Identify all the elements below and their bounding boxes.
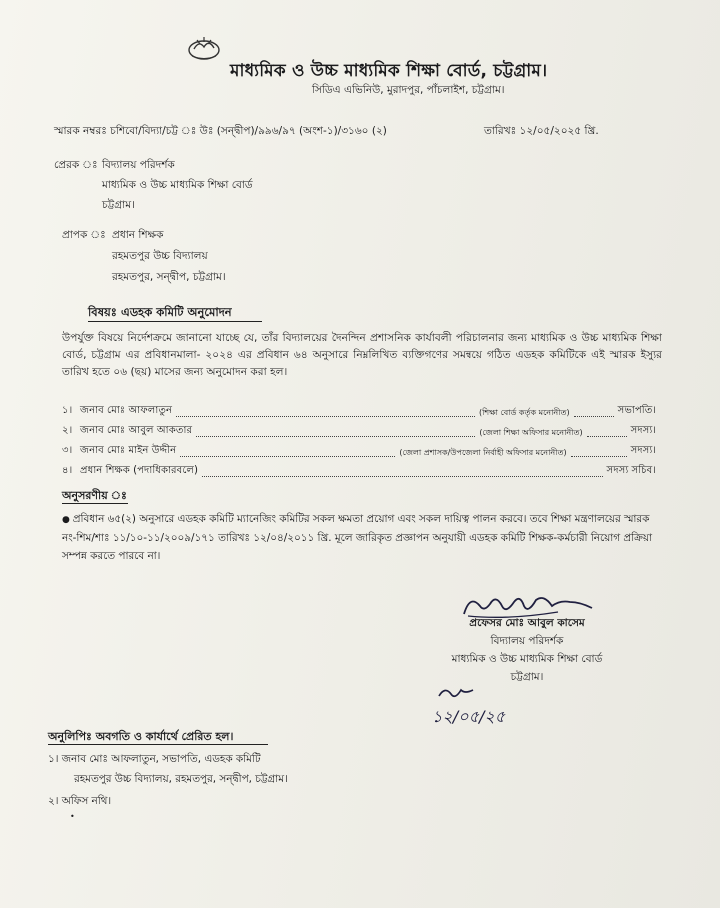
board-address: সিডিএ এভিনিউ, মুরাদপুর, পাঁচলাইশ, চট্টগ্রাম। [312,84,505,96]
initials-icon [436,684,476,702]
terms-heading: অনুসরণীয় ঃ [62,489,127,502]
bullet-icon: ● [62,515,73,525]
committee-nomination: (জেলা প্রশাসক/উপজেলা নির্বাহী অফিসার মনোনীত) [399,448,567,457]
ink-dot-icon: • [70,812,75,821]
board-title: মাধ্যমিক ও উচ্চ মাধ্যমিক শিক্ষা বোর্ড, চট্টগ্রাম। [230,61,548,81]
copies-underline [48,744,268,745]
letter-body: উপর্যুক্ত বিষয়ে নির্দেশক্রমে জানানো যাচ্ছে যে, তাঁর বিদ্যালয়ের দৈনন্দিন প্রশাসনিক কার্যাবলী পরিচালনার জন্য মাধ্যমিক ও উচ্চ মাধ্যমিক শিক্ষা বোর্ড, চট্টগ্রাম এর প্রবিধানমালা- ২০২৪ এর প্রবিধান ৬৪ অনুসারে নিম্নলিখিত ব্যক্তিগণের সমন্বয়ে গঠিত এডহক কমিটিকে এই স্মারক ইস্যুর তারিখ হতে ০৬ (ছয়) মাসের জন্য অনুমোদন করা হল। [62,332,662,378]
dotted-leader [180,456,395,457]
dotted-leader [571,456,627,457]
committee-role: সদস্য সচিব। [606,465,656,476]
signatory-office: মাধ্যমিক ও উচ্চ মাধ্যমিক শিক্ষা বোর্ড [451,653,603,665]
subject-line: বিষয়ঃ এডহক কমিটি অনুমোদন [88,305,232,319]
sender-line: মাধ্যমিক ও উচ্চ মাধ্যমিক শিক্ষা বোর্ড [102,179,253,191]
committee-member-name: জনাব মোঃ আফলাতুন [80,405,173,416]
memo-number: স্মারক নম্বরঃ চশিবো/বিদ্যা/চট্ট ঃ উঃ (সন্দ্বীপ)/৯৯৬/৯৭ (অংশ-১)/৩১৬০ (২) [54,125,387,137]
committee-member-name: প্রধান শিক্ষক (পদাধিকারবলে) [80,465,198,476]
recipient-label: প্রাপক ঃ [62,229,106,241]
terms-body: প্রবিধান ৬৫(২) অনুসারে এডহক কমিটি ম্যানেজিং কমিটির সকল ক্ষমতা প্রয়োগ এবং সকল দায়িত্ব পালন করবে। তবে শিক্ষা মন্ত্রণালয়ের স্মারক নং-শিম/শাঃ ১১/১০-১১/২০০৯/১৭১ তারিখঃ ১২/০৪/২০১১ খ্রি. মূলে জারিকৃত প্রজ্ঞাপন অনুযায়ী এডহক কমিটি শিক্ষক-কর্মচারী নিয়োগ প্রক্রিয়া সম্পন্ন করতে পারবে না। [62,513,652,562]
recipient-line: রহমতপুর উচ্চ বিদ্যালয় [112,250,208,262]
committee-row [62,464,656,480]
sender-line: বিদ্যালয় পরিদর্শক [102,159,175,171]
committee-role: সভাপতি। [617,405,656,416]
copy-item-detail: রহমতপুর উচ্চ বিদ্যালয়, রহমতপুর, সন্দ্বীপ, চট্টগ্রাম। [74,773,288,785]
memo-date: তারিখঃ ১২/০৫/২০২৫ খ্রি. [484,125,599,137]
handwritten-date: ১২/০৫/২৫ [432,707,506,726]
committee-row [62,404,656,420]
committee-row [62,444,656,460]
committee-role: সদস্য। [630,445,656,456]
dotted-leader [574,416,614,417]
signature-block [402,598,652,686]
copy-item: ২। অফিস নথি। [48,795,112,807]
committee-member-name: জনাব মোঃ মাইন উদ্দীন [80,445,177,456]
dotted-leader [196,436,475,437]
committee-row [62,424,656,440]
signatory-designation: বিদ্যালয় পরিদর্শক [490,635,564,647]
signatory-city: চট্টগ্রাম। [510,671,544,683]
recipient-line: প্রধান শিক্ষক [112,229,164,241]
dotted-leader [176,416,475,417]
copies-heading: অনুলিপিঃ অবগতি ও কার্যার্থে প্রেরিত হল। [48,730,234,743]
dotted-leader [587,436,627,437]
terms-text [62,510,662,565]
committee-number: ২। [62,425,73,436]
sender-label: প্রেরক ঃ [54,159,98,171]
committee-member-name: জনাব মোঃ আবুল আকতার [80,425,193,436]
committee-number: ৪। [62,465,73,476]
subject-underline [88,321,262,322]
committee-nomination: (জেলা শিক্ষা অফিসার মনোনীত) [479,428,583,437]
committee-nomination: (শিক্ষা বোর্ড কর্তৃক মনোনীত) [478,408,570,417]
sender-line: চট্টগ্রাম। [102,199,135,211]
terms-underline [62,503,128,504]
committee-number: ৩। [62,445,73,456]
recipient-line: রহমতপুর, সন্দ্বীপ, চট্টগ্রাম। [112,271,226,283]
committee-number: ১। [62,405,73,416]
copy-item: ১। জনাব মোঃ আফলাতুন, সভাপতি, এডহক কমিটি [48,753,261,765]
committee-role: সদস্য। [630,425,656,436]
dotted-leader [202,476,603,477]
board-logo-icon [186,34,222,62]
signatory-name: প্রফেসর মোঃ আবুল কাসেম [469,617,585,629]
